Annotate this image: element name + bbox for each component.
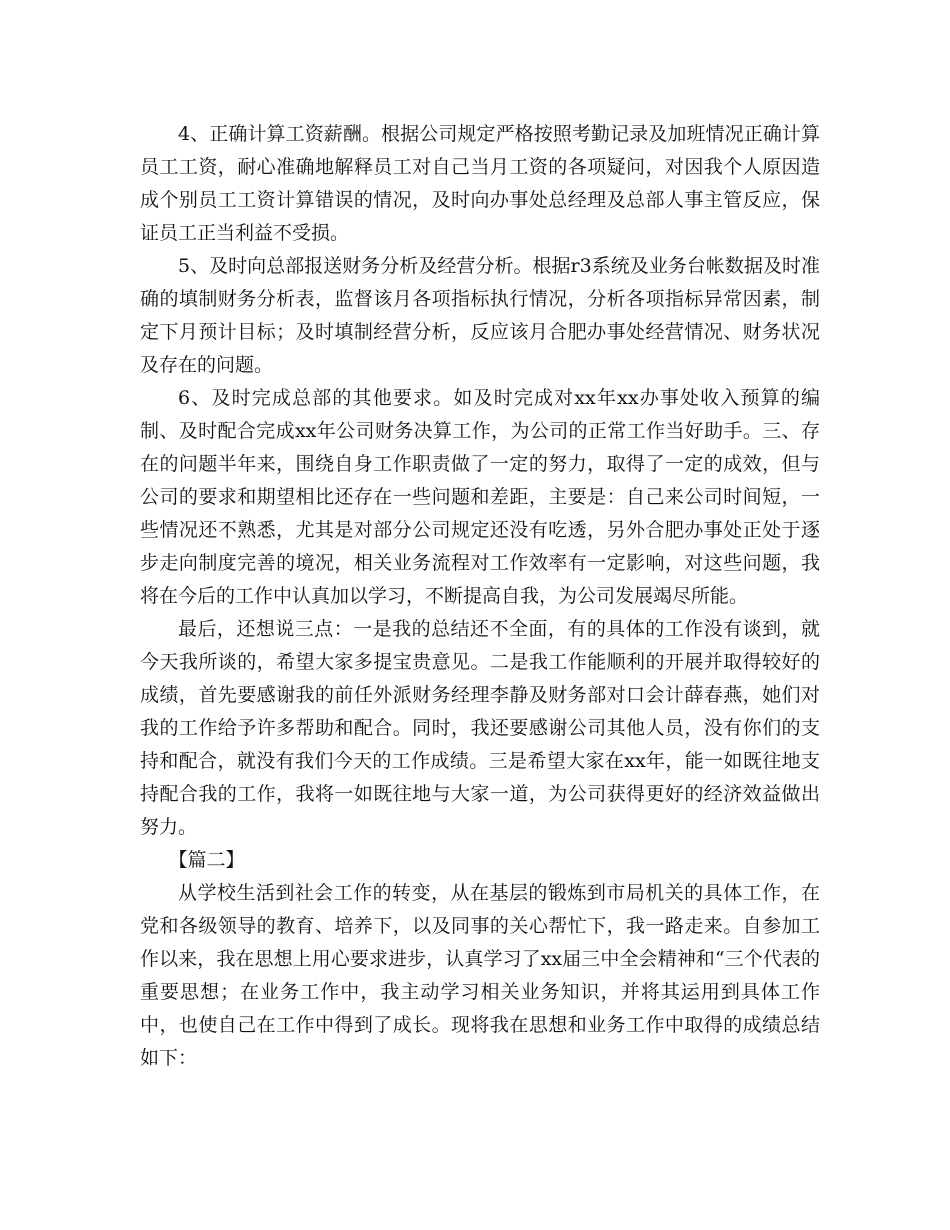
paragraph-salary: 4、正确计算工资薪酬。根据公司规定严格按照考勤记录及加班情况正确计算员工工资，耐心准确地解释员工对自己当月工资的各项疑问，对因我个人原因造成个别员工工资计算错误的情况，及时向办事处总经理及总部人事主管反应，保证员工正当利益不受损。 xyxy=(140,123,820,244)
paragraph-closing: 最后，还想说三点：一是我的总结还不全面，有的具体的工作没有谈到，就今天我所谈的，希望大家多提宝贵意见。二是我工作能顺利的开展并取得较好的成绩，首先要感谢我的前任外派财务经理李静及财务部对口会计薛春燕，她们对我的工作给予许多帮助和配合。同时，我还要感谢公司其他人员，没有你们的支持和配合，就没有我们今天的工作成绩。三是希望大家在xx年，能一如既往地支持配合我的工作，我将一如既往地与大家一道，为公司获得更好的经济效益做出努力。 xyxy=(140,618,820,838)
paragraph-other-requirements: 6、及时完成总部的其他要求。如及时完成对xx年xx办事处收入预算的编制、及时配合完成xx年公司财务决算工作，为公司的正常工作当好助手。三、存在的问题半年来，围绕自身工作职责做了一定的努力，取得了一定的成效，但与公司的要求和期望相比还存在一些问题和差距，主要是：自己来公司时间短，一些情况还不熟悉，尤其是对部分公司规定还没有吃透，另外合肥办事处正处于逐步走向制度完善的境况，相关业务流程对工作效率有一定影响，对这些问题，我将在今后的工作中认真加以学习，不断提高自我，为公司发展竭尽所能。 xyxy=(140,387,820,607)
paragraph-financial-analysis: 5、及时向总部报送财务分析及经营分析。根据r3系统及业务台帐数据及时准确的填制财务分析表，监督该月各项指标执行情况，分析各项指标异常因素，制定下月预计目标；及时填制经营分析，反应该月合肥办事处经营情况、财务状况及存在的问题。 xyxy=(140,255,820,376)
section-heading: 【篇二】 xyxy=(168,849,245,871)
paragraph-section-two-intro: 从学校生活到社会工作的转变，从在基层的锻炼到市局机关的具体工作，在党和各级领导的教育、培养下，以及同事的关心帮忙下，我一路走来。自参加工作以来，我在思想上用心要求进步，认真学习了xx届三中全会精神和“三个代表的重要思想；在业务工作中，我主动学习相关业务知识，并将其运用到具体工作中，也使自己在工作中得到了成长。现将我在思想和业务工作中取得的成绩总结如下： xyxy=(140,882,820,1069)
document-page xyxy=(140,118,820,1075)
